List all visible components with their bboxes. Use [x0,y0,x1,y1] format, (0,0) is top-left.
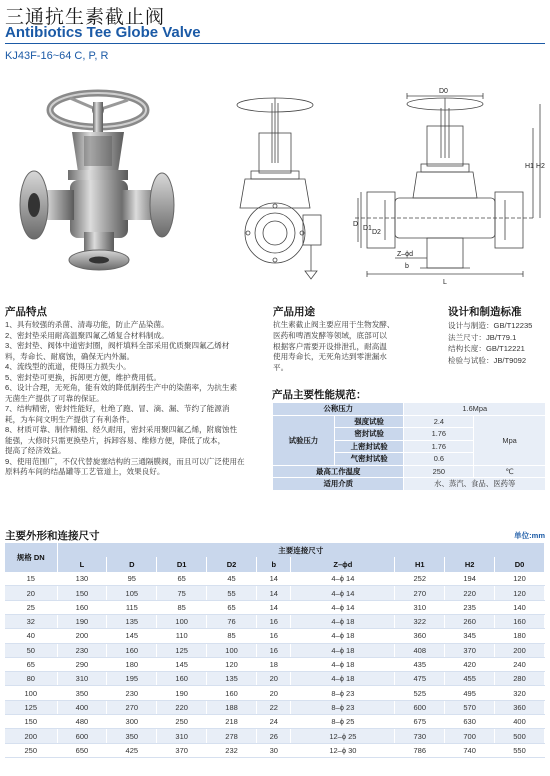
table-cell: 420 [445,657,495,671]
table-cell: 180 [495,629,545,643]
performance-title: 产品主要性能规范： [272,389,367,401]
table-cell: 290 [57,657,107,671]
table-cell: 260 [445,614,495,628]
table-cell: 14 [257,572,291,586]
table-cell: 12–ϕ 25 [291,729,395,743]
table-cell: 76 [207,614,257,628]
table-cell: 14 [257,600,291,614]
feature-item: 能强，大修时只需更换垫片，拆卸容易、维修方便，降低了成本， [5,435,226,445]
table-cell: 80 [5,672,57,686]
side-view-drawing [215,93,335,283]
table-row [5,729,545,743]
table-cell: 408 [395,643,445,657]
column-header: D1 [157,557,207,571]
table-cell: 16 [257,643,291,657]
table-cell: 730 [395,729,445,743]
table-cell: 252 [395,572,445,586]
table-cell: 370 [157,743,207,757]
table-cell: 4–ϕ 18 [291,643,395,657]
table-cell: 650 [57,743,107,757]
table-cell: 4–ϕ 14 [291,600,395,614]
table-cell: 200 [495,643,545,657]
table-cell: 230 [57,643,107,657]
table-cell: 32 [5,614,57,628]
table-cell: 270 [395,586,445,600]
label-D0: D0 [439,88,448,95]
usage-title: 产品用途 [273,306,315,318]
perf-test-value: 1.76 [404,440,474,453]
table-cell: 525 [395,686,445,700]
table-cell: 500 [495,729,545,743]
table-cell: 630 [445,715,495,729]
table-cell: 200 [5,729,57,743]
standard-item: 结构长度：GB/T12221 [448,344,525,353]
group-header: 主要连接尺寸 [57,543,545,557]
table-row [5,614,545,628]
table-cell: 218 [207,715,257,729]
perf-test-name: 强度试验 [334,415,404,428]
page-title-en: Antibiotics Tee Globe Valve [5,24,201,41]
table-cell: 160 [107,643,157,657]
usage-line: 平。 [273,363,289,373]
table-cell: 95 [107,572,157,586]
table-cell: 570 [445,700,495,714]
table-cell: 700 [445,729,495,743]
features-list [5,320,263,478]
table-cell: 160 [207,686,257,700]
table-cell: 8–ϕ 25 [291,715,395,729]
perf-test-label: 试验压力 [273,415,335,465]
table-cell: 100 [5,686,57,700]
table-cell: 188 [207,700,257,714]
table-cell: 15 [5,572,57,586]
table-cell: 310 [57,672,107,686]
table-cell: 85 [207,629,257,643]
table-cell: 235 [445,600,495,614]
dimensions-title: 主要外形和连接尺寸 [5,530,100,542]
table-cell: 26 [257,729,291,743]
feature-item: 耗，为车间文明生产提供了有利条件。 [5,414,135,424]
table-cell: 370 [445,643,495,657]
table-cell: 195 [107,672,157,686]
column-header: L [57,557,107,571]
perf-temp-value: 250 [404,465,474,478]
perf-medium-value: 水、蒸汽、食品、医药等 [404,478,546,491]
table-cell: 180 [107,657,157,671]
table-cell: 4–ϕ 14 [291,586,395,600]
table-cell: 230 [107,686,157,700]
feature-item: 8、材质可靠、制作精细、经久耐用，密封采用聚四氟乙烯，附腐蚀性 [5,425,238,434]
table-cell: 250 [5,743,57,757]
table-cell: 65 [157,572,207,586]
performance-table [272,402,546,491]
table-cell: 310 [395,600,445,614]
table-cell: 4–ϕ 18 [291,672,395,686]
table-cell: 125 [5,700,57,714]
table-cell: 145 [157,657,207,671]
dimensions-table [5,543,545,758]
label-D1: D1 [363,225,372,232]
column-header: D2 [207,557,257,571]
standards-list [448,320,548,366]
table-cell: 278 [207,729,257,743]
table-cell: 480 [57,715,107,729]
table-cell: 30 [257,743,291,757]
table-cell: 200 [57,629,107,643]
table-cell: 232 [207,743,257,757]
title-rule [5,43,545,44]
perf-nominal-label: 公称压力 [273,403,404,416]
table-cell: 350 [107,729,157,743]
perf-test-value: 2.4 [404,415,474,428]
table-row [5,686,545,700]
column-header: b [257,557,291,571]
perf-test-name: 气密封试验 [334,453,404,466]
column-header: Z–ϕd [291,557,395,571]
model-number: KJ43F-16~64 C, P, R [5,50,109,62]
table-cell: 8–ϕ 23 [291,700,395,714]
perf-row-nominal [273,403,546,416]
table-cell: 360 [395,629,445,643]
table-cell: 400 [57,700,107,714]
feature-item: 2、密封垫采用耐高温聚四氟乙烯复合材料制成。 [5,330,169,340]
dn-header: 规格 DN [5,543,57,572]
table-cell: 100 [157,614,207,628]
column-header: D0 [495,557,545,571]
table-row [5,643,545,657]
standard-item: 设计与制造：GB/T12235 [448,321,533,330]
perf-temp-label: 最高工作温度 [273,465,404,478]
table-cell: 435 [395,657,445,671]
label-H2: H2 [536,163,545,170]
table-cell: 100 [207,643,257,657]
table-cell: 25 [5,600,57,614]
feature-item: 9、使用范围广，不仅代替旋塞结构的三通隔膜阀，而且可以广泛使用在 [5,456,245,466]
table-cell: 600 [57,729,107,743]
feature-item: 无菌生产提供了可靠的保证。 [5,393,104,403]
table-cell: 20 [257,672,291,686]
table-cell: 220 [157,700,207,714]
table-cell: 600 [395,700,445,714]
table-row [5,743,545,757]
feature-item: 4、流线型的流道，使得压力损失小。 [5,362,131,371]
table-cell: 24 [257,715,291,729]
table-cell: 495 [445,686,495,700]
table-row [5,700,545,714]
perf-row-medium [273,478,546,491]
table-cell: 125 [157,643,207,657]
column-header: H2 [445,557,495,571]
perf-nominal-value: 1.6Mpa [404,403,546,416]
table-cell: 310 [157,729,207,743]
table-row [5,657,545,671]
table-cell: 65 [5,657,57,671]
standard-item: 检验与试验：JB/T9092 [448,355,527,365]
table-cell: 350 [57,686,107,700]
label-L: L [443,279,447,286]
table-cell: 12–ϕ 30 [291,743,395,757]
table-cell: 145 [107,629,157,643]
table-cell: 75 [157,586,207,600]
feature-item: 3、密封垫、阀体中道密封圈，阀杆填料全部采用优质聚四氟乙烯材 [5,341,230,350]
table-cell: 65 [207,600,257,614]
table-cell: 240 [495,657,545,671]
usage-text [273,320,413,374]
perf-test-name: 上密封试验 [334,440,404,453]
table-cell: 550 [495,743,545,757]
table-cell: 16 [257,614,291,628]
table-cell: 22 [257,700,291,714]
label-b: b [405,263,409,270]
perf-medium-label: 适用介质 [273,478,404,491]
feature-item: 6、设计合理，无死角，能有效的降低制药生产中的染菌率，为抗生素 [5,383,238,392]
table-cell: 345 [445,629,495,643]
table-row [5,629,545,643]
table-cell: 300 [107,715,157,729]
table-cell: 194 [445,572,495,586]
table-cell: 135 [107,614,157,628]
feature-item: 1、具有较强的杀菌、清毒功能，防止产品染菌。 [5,320,169,329]
table-row [5,586,545,600]
unit-label: 单位:mm [514,531,545,540]
feature-item: 原料药车间的结晶罐等工艺管道上，效果良好。 [5,467,165,476]
table-cell: 8–ϕ 23 [291,686,395,700]
perf-test-value: 0.6 [404,453,474,466]
table-cell: 675 [395,715,445,729]
table-cell: 220 [445,586,495,600]
table-cell: 120 [207,657,257,671]
table-cell: 4–ϕ 18 [291,657,395,671]
table-cell: 160 [57,600,107,614]
table-cell: 740 [445,743,495,757]
table-cell: 190 [157,686,207,700]
usage-line: 根据客户需要开设排泄孔，耐高温 [273,341,387,351]
table-cell: 786 [395,743,445,757]
table-cell: 475 [395,672,445,686]
perf-unit: Mpa [474,415,546,465]
table-cell: 160 [157,672,207,686]
label-D2: D2 [372,229,381,236]
perf-temp-unit: ℃ [474,465,546,478]
table-cell: 110 [157,629,207,643]
table-cell: 40 [5,629,57,643]
table-row [5,672,545,686]
table-cell: 4–ϕ 18 [291,629,395,643]
feature-item: 料，寿命长、耐腐蚀，确保无内外漏。 [5,351,135,361]
table-cell: 120 [495,572,545,586]
table-cell: 322 [395,614,445,628]
perf-test-name: 密封试验 [334,428,404,441]
table-cell: 135 [207,672,257,686]
label-H1: H1 [525,163,534,170]
table-cell: 425 [107,743,157,757]
table-cell: 280 [495,672,545,686]
table-cell: 4–ϕ 14 [291,572,395,586]
table-cell: 270 [107,700,157,714]
table-cell: 120 [495,586,545,600]
table-cell: 455 [445,672,495,686]
features-title: 产品特点 [5,306,47,318]
table-cell: 20 [5,586,57,600]
feature-item: 提高了经济效益。 [5,446,66,455]
column-header: H1 [395,557,445,571]
table-cell: 250 [157,715,207,729]
table-row [5,715,545,729]
table-cell: 4–ϕ 18 [291,614,395,628]
table-cell: 18 [257,657,291,671]
feature-item: 5、密封垫可更换，拆卸更方便，维护费用低。 [5,372,162,382]
column-header: D [107,557,157,571]
feature-item: 7、结构精密，密封性能好，杜绝了跑、冒、滴、漏、节约了能源消 [5,404,230,413]
table-cell: 160 [495,614,545,628]
standards-title: 设计和制造标准 [448,306,522,318]
table-cell: 130 [57,572,107,586]
usage-line: 抗生素截止阀主要应用于生物发酵、 [273,320,395,329]
usage-line: 使用寿命长，无死角达到零泄漏水 [273,352,387,362]
table-cell: 50 [5,643,57,657]
table-cell: 20 [257,686,291,700]
label-D: D [353,221,359,228]
table-cell: 320 [495,686,545,700]
table-cell: 115 [107,600,157,614]
label-z: Z–ϕd [397,251,413,258]
table-cell: 105 [107,586,157,600]
perf-row-temp [273,465,546,478]
usage-line: 医药和啤酒发酵等领域，底部可以 [273,330,387,340]
table-cell: 190 [57,614,107,628]
front-view-drawing [355,88,545,288]
table-cell: 55 [207,586,257,600]
table-cell: 14 [257,586,291,600]
perf-test-value: 1.76 [404,428,474,441]
page-title-cn: 三通抗生素截止阀 [5,7,166,28]
table-row [5,600,545,614]
table-cell: 150 [5,715,57,729]
standard-item: 法兰尺寸：JB/T79.1 [448,332,517,342]
table-cell: 360 [495,700,545,714]
table-row [5,572,545,586]
table-cell: 140 [495,600,545,614]
valve-photo [10,72,190,277]
table-cell: 400 [495,715,545,729]
table-cell: 150 [57,586,107,600]
table-cell: 85 [157,600,207,614]
perf-row-test [273,415,546,428]
table-cell: 45 [207,572,257,586]
table-cell: 16 [257,629,291,643]
